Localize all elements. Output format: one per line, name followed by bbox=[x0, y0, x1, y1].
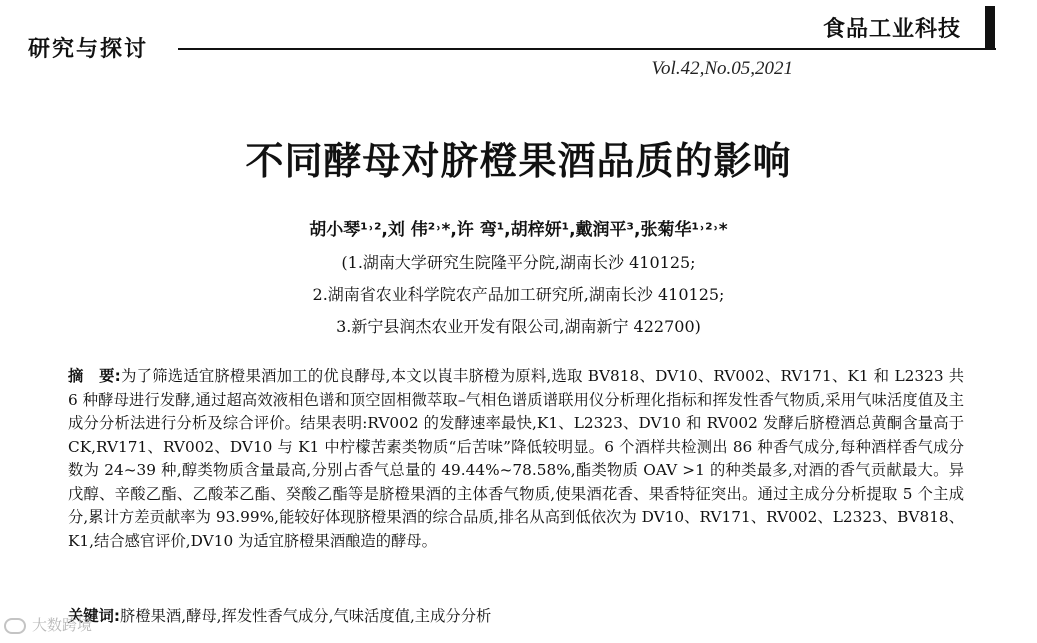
author-list: 胡小琴¹˒²,刘 伟²˒*,许 弯¹,胡梓妍¹,戴润平³,张菊华¹˒²˒* bbox=[309, 220, 728, 240]
affiliation-2: 2.湖南省农业科学院农产品加工研究所,湖南长沙 410125; bbox=[312, 285, 725, 304]
journal-bar bbox=[985, 6, 995, 50]
abstract bbox=[68, 365, 964, 553]
volume-info: Vol.42,No.05,2021 bbox=[651, 58, 793, 79]
affiliation-3: 3.新宁县润杰农业开发有限公司,湖南新宁 422700) bbox=[336, 317, 701, 336]
keywords-text: 脐橙果酒,酵母,挥发性香气成分,气味活度值,主成分分析 bbox=[120, 607, 492, 625]
paper-title: 不同酵母对脐橙果酒品质的影响 bbox=[245, 138, 792, 183]
abstract-label: 摘 要: bbox=[68, 367, 121, 385]
affiliation-1: (1.湖南大学研究生院隆平分院,湖南长沙 410125; bbox=[341, 253, 696, 272]
watermark-text: 大数跨境 bbox=[32, 616, 93, 634]
journal-name: 食品工业科技 bbox=[822, 17, 961, 42]
keywords bbox=[68, 605, 964, 628]
header-rule bbox=[178, 48, 996, 50]
watermark bbox=[4, 614, 92, 635]
watermark-logo-icon bbox=[4, 618, 26, 634]
abstract-text: 为了筛选适宜脐橙果酒加工的优良酵母,本文以崀丰脐橙为原料,选取 BV818、DV10、RV002、RV171、K1 和 L2323 共 6 种酵母进行发酵,通过超高效液相色谱和顶空固相微萃取–气相色谱质谱联用仪分析理化指标和挥发性香气物质,采用气味活度值及主成分分析法进行分析及综合评价。结果表明:RV002 的发酵速率最快,K1、L2323、DV10 和 RV002 发酵后脐橙酒总黄酮含量高于 CK,RV171、RV002、DV10 与 K1 中柠檬苦素类物质“后苦味”降低较明显。6 个酒样共检测出 86 种香气成分,每种酒样香气成分数为 24~39 种,醇类物质含量最高,分别占香气总量的 49.44%~78.58%,酯类物质 OAV >1 的种类最多,对酒的香气贡献最大。异戊醇、辛酸乙酯、乙酸苯乙酯、癸酸乙酯等是脐橙果酒的主体香气物质,使果酒花香、果香特征突出。通过主成分分析提取 5 个主成分,累计方差贡献率为 93.99%,能较好体现脐橙果酒的综合品质,排名从高到低依次为 DV10、RV171、RV002、L2323、BV818、K1,结合感官评价,DV10 为适宜脐橙果酒酿造的酵母。 bbox=[68, 367, 964, 550]
keywords-label: 关键词: bbox=[68, 607, 121, 625]
section-label: 研究与探讨 bbox=[28, 37, 149, 62]
